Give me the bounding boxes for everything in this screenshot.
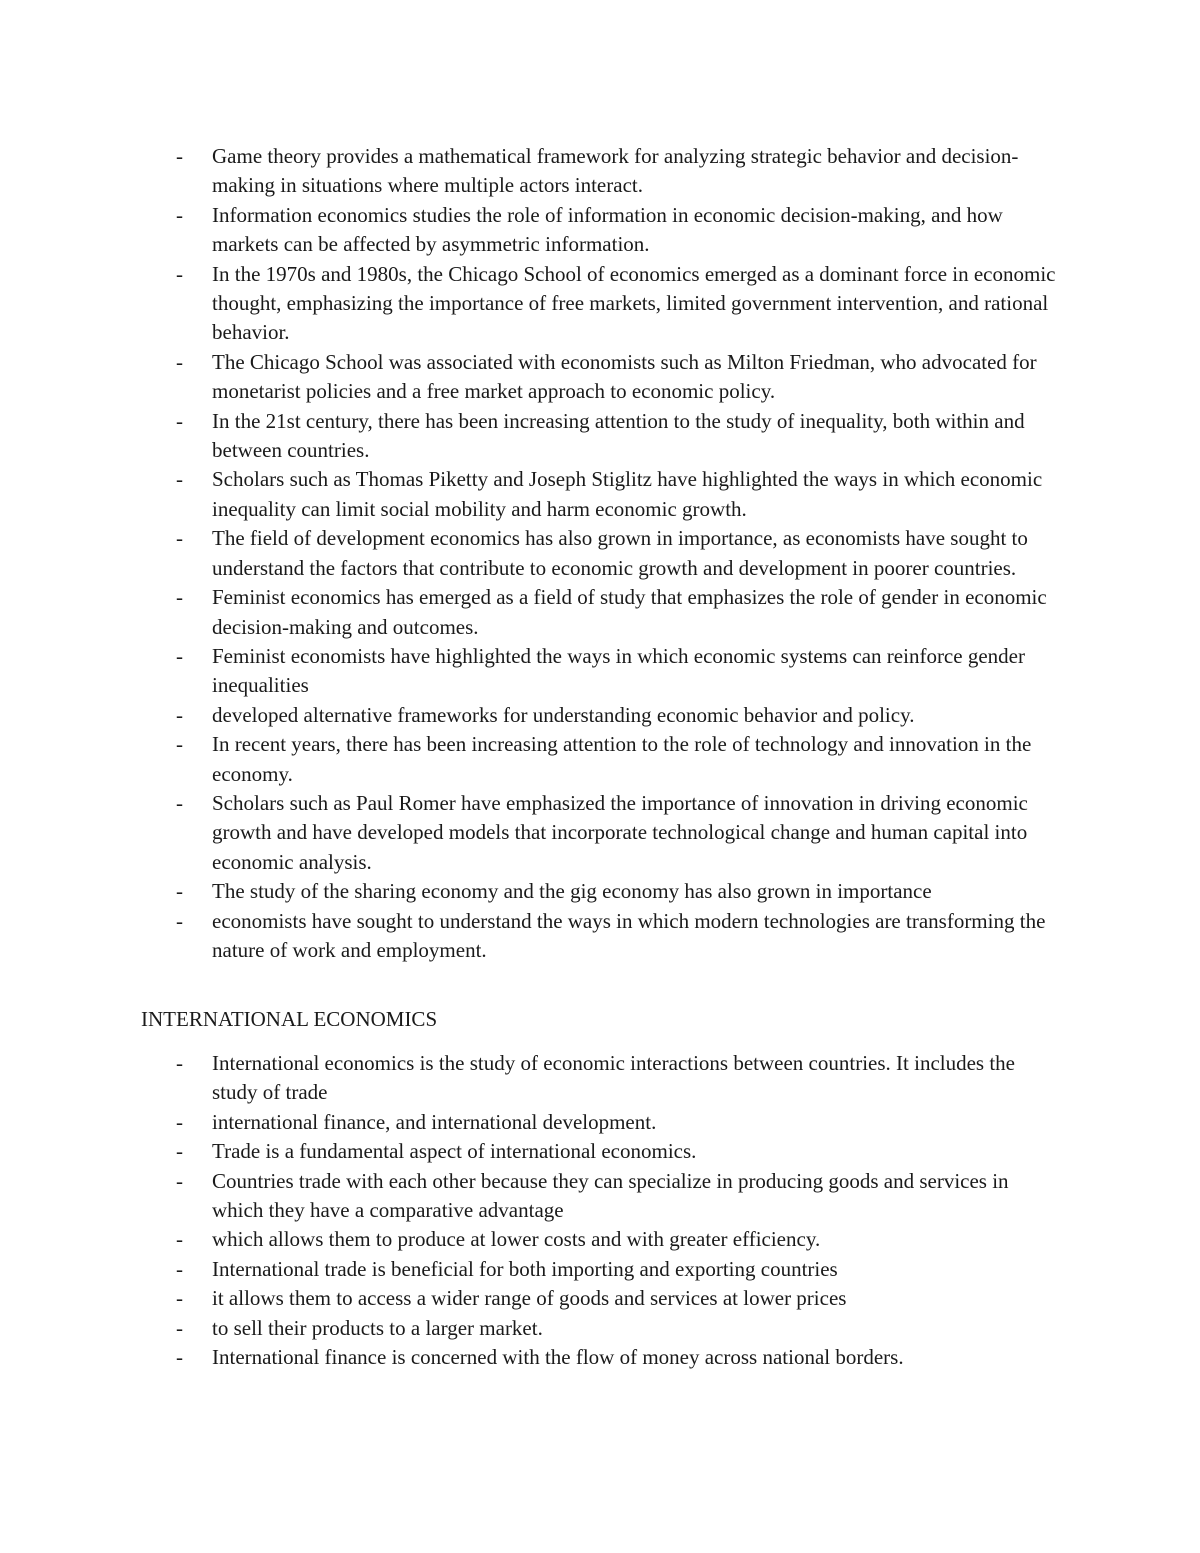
list-item-text: In the 1970s and 1980s, the Chicago School of economics emerged as a dominant force in economic thought, emphasizing the importance of free markets, limited government intervention, and rational behavior.: [212, 261, 1056, 345]
bullet-dash: -: [176, 643, 183, 668]
list-item: [0, 142, 1200, 201]
bullet-dash: -: [176, 1227, 183, 1252]
list-item-text: it allows them to access a wider range of goods and services at lower prices: [212, 1286, 847, 1311]
list-item: [0, 642, 1200, 701]
bullet-dash: -: [176, 702, 183, 727]
bullet-list-economic-thought: [0, 142, 1200, 965]
list-item: [0, 1167, 1200, 1226]
bullet-dash: -: [176, 261, 183, 286]
list-item: [0, 1343, 1200, 1372]
bullet-dash: -: [176, 1109, 183, 1134]
list-item-text: international finance, and international development.: [212, 1109, 657, 1134]
list-item-text: developed alternative frameworks for understanding economic behavior and policy.: [212, 702, 915, 727]
bullet-dash: -: [176, 526, 183, 551]
list-item-text: Game theory provides a mathematical framework for analyzing strategic behavior and decision-making in situations where multiple actors interact.: [212, 144, 1019, 198]
bullet-dash: -: [176, 349, 183, 374]
list-item-text: Feminist economics has emerged as a field of study that emphasizes the role of gender in economic decision-making and outcomes.: [212, 585, 1047, 639]
list-item: [0, 730, 1200, 789]
bullet-dash: -: [176, 408, 183, 433]
list-item: [0, 907, 1200, 966]
bullet-dash: -: [176, 1139, 183, 1164]
bullet-dash: -: [176, 1168, 183, 1193]
list-item: [0, 1255, 1200, 1284]
bullet-dash: -: [176, 879, 183, 904]
bullet-dash: -: [176, 908, 183, 933]
list-item-text: The field of development economics has also grown in importance, as economists have sought to understand the factors that contribute to economic growth and development in poorer countries.: [212, 526, 1028, 580]
list-item-text: In the 21st century, there has been increasing attention to the study of inequality, both within and between countries.: [212, 408, 1025, 463]
list-item: [0, 407, 1200, 466]
list-item-text: The study of the sharing economy and the gig economy has also grown in importance: [212, 879, 932, 904]
list-item: [0, 701, 1200, 730]
list-item-text: International finance is concerned with the flow of money across national borders.: [212, 1345, 904, 1370]
section-heading: INTERNATIONAL ECONOMICS: [141, 1007, 438, 1031]
list-item: [0, 1314, 1200, 1343]
list-item: [0, 1284, 1200, 1313]
list-item-text: economists have sought to understand the ways in which modern technologies are transforming the nature of work and employment.: [212, 908, 1046, 962]
bullet-dash: -: [176, 1345, 183, 1370]
list-item: [0, 1225, 1200, 1254]
list-item-text: In recent years, there has been increasing attention to the role of technology and innovation in the economy.: [212, 732, 1032, 786]
bullet-list-international-economics: [0, 1049, 1200, 1372]
bullet-dash: -: [176, 202, 183, 227]
bullet-dash: -: [176, 1315, 183, 1340]
list-item: [0, 1108, 1200, 1137]
list-item-text: International trade is beneficial for both importing and exporting countries: [212, 1256, 838, 1281]
list-item: [0, 1137, 1200, 1166]
bullet-dash: -: [176, 585, 183, 610]
list-item: [0, 260, 1200, 348]
list-item-text: Scholars such as Thomas Piketty and Joseph Stiglitz have highlighted the ways in which economic inequality can limit social mobility and harm economic growth.: [212, 467, 1043, 521]
bullet-dash: -: [176, 467, 183, 492]
list-item: [0, 348, 1200, 407]
bullet-dash: -: [176, 1256, 183, 1281]
list-item: [0, 789, 1200, 877]
list-item-text: Scholars such as Paul Romer have emphasized the importance of innovation in driving economic growth and have developed models that incorporate technological change and human capital into economic analysis.: [212, 790, 1028, 874]
list-item-text: Information economics studies the role of information in economic decision-making, and how markets can be affected by asymmetric information.: [212, 202, 1003, 257]
list-item-text: Feminist economists have highlighted the ways in which economic systems can reinforce gender inequalities: [212, 643, 1025, 698]
list-item-text: International economics is the study of economic interactions between countries. It includes the study of trade: [212, 1051, 1016, 1105]
list-item: [0, 583, 1200, 642]
list-item: [0, 201, 1200, 260]
list-item: [0, 877, 1200, 906]
list-item-text: Countries trade with each other because they can specialize in producing goods and services in which they have a comparative advantage: [212, 1168, 1009, 1223]
bullet-dash: -: [176, 144, 183, 168]
bullet-dash: -: [176, 1286, 183, 1311]
bullet-dash: -: [176, 1051, 183, 1075]
list-item: [0, 1049, 1200, 1108]
list-item-text: to sell their products to a larger market.: [212, 1315, 543, 1340]
bullet-dash: -: [176, 790, 183, 815]
list-item-text: Trade is a fundamental aspect of international economics.: [212, 1139, 697, 1164]
bullet-dash: -: [176, 732, 183, 757]
list-item-text: which allows them to produce at lower costs and with greater efficiency.: [212, 1227, 821, 1252]
list-item-text: The Chicago School was associated with economists such as Milton Friedman, who advocated for monetarist policies and a free market approach to economic policy.: [212, 349, 1037, 404]
list-item: [0, 465, 1200, 524]
list-item: [0, 524, 1200, 583]
